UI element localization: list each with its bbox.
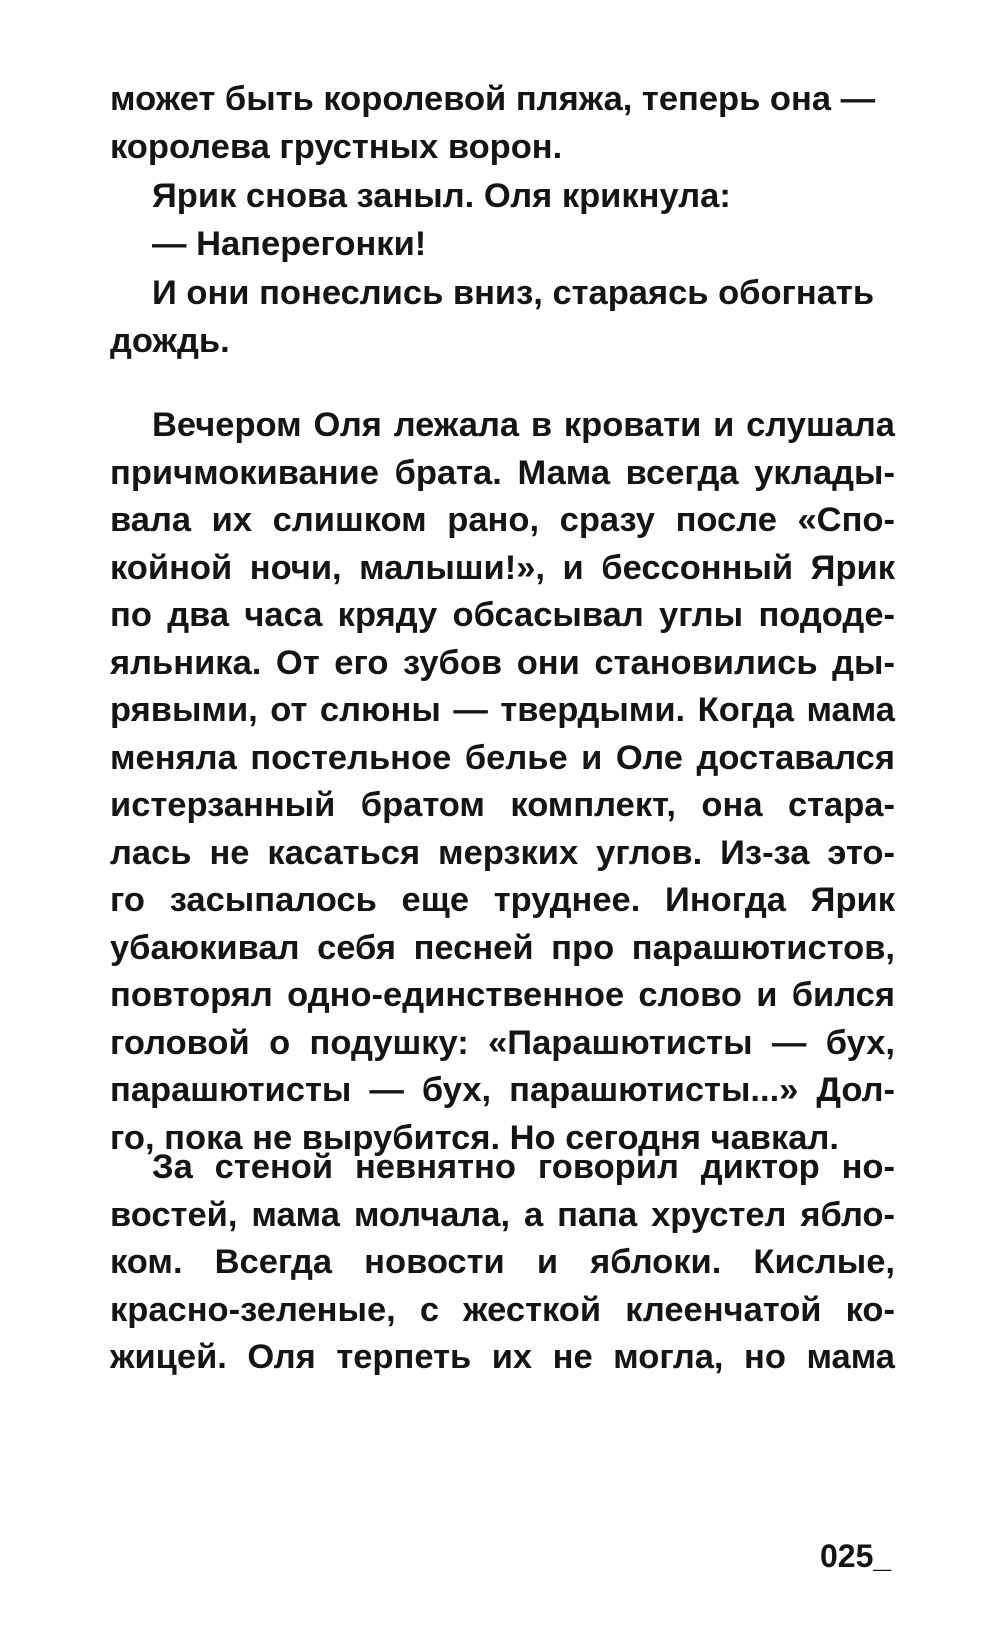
text-line: повторял одно-единственное слово и бился [110,976,895,1014]
text-line: Ярик снова заныл. Оля крикнула: [152,177,731,215]
paragraph-news [110,1144,895,1382]
text-line: — Наперегонки! [152,224,427,263]
text-line: рявыми, от слюны — твердыми. Когда мама [110,691,895,729]
text-line: вала их слишком рано, сразу после «Спо- [110,501,895,539]
text-line: истерзанный братом комплект, она стара- [110,786,895,824]
top-text-block [110,76,895,365]
text-line: красно-зеленые, с жесткой клеенчатой ко- [110,1290,895,1329]
text-line: За стеной невнятно говорил диктор но- [152,1148,895,1186]
text-line: убаюкивал себя песней про парашютистов, [110,928,895,967]
text-line: лась не касаться мерзких углов. Из-за это- [110,833,895,872]
page-number: 025_ [820,1538,892,1574]
paragraph-evening [110,402,895,1162]
text-line: Вечером Оля лежала в кровати и слушала [152,406,895,444]
text-line: койной ночи, малыши!», и бессонный Ярик [110,548,895,587]
text-line: королева грустных ворон. [110,127,563,166]
text-line: го, пока не вырубится. Но сегодня чавкал. [110,1118,839,1157]
text-line: головой о подушку: «Парашютисты — бух, [110,1023,895,1062]
text-line: жицей. Оля терпеть их не могла, но мама [110,1338,895,1376]
text-line: востей, мама молчала, а папа хрустел ябло- [110,1195,895,1234]
text-line: причмокивание брата. Мама всегда уклады- [110,453,895,492]
text-line: ком. Всегда новости и яблоки. Кислые, [110,1243,895,1281]
text-line: по два часа кряду обсасывал углы пододе- [110,596,895,634]
text-line: го засыпалось еще труднее. Иногда Ярик [110,881,895,919]
text-line: парашютисты — бух, парашютисты...» Дол- [110,1071,895,1109]
text-line: меняла постельное белье и Оле доставался [110,738,895,777]
text-line: может быть королевой пляжа, теперь она — [110,80,876,118]
text-line: яльника. От его зубов они становились ды- [110,643,895,682]
text-line: И они понеслись вниз, стараясь обогнать [152,274,875,312]
text-line: дождь. [110,321,230,360]
